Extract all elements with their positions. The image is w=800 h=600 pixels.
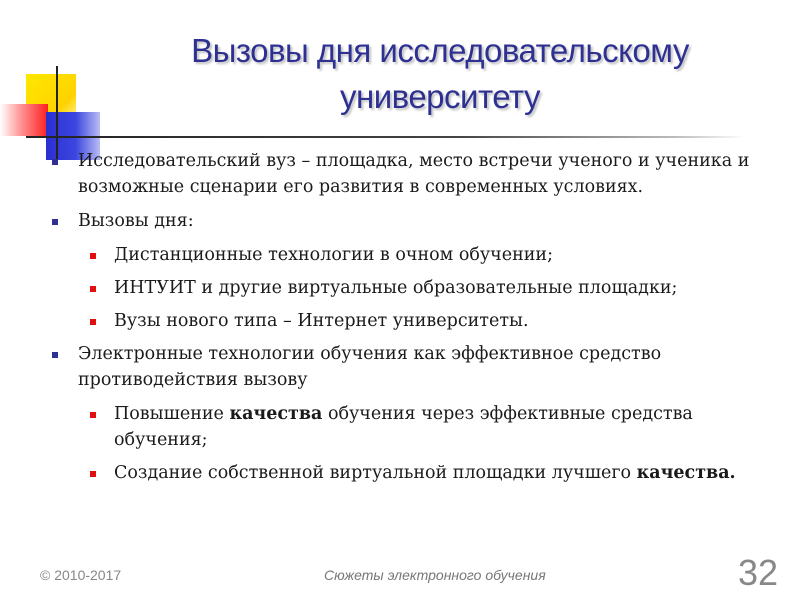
emphasis-quality: качества. [636, 463, 736, 483]
red-square-bullet-icon [90, 412, 96, 418]
footer-copyright: © 2010-2017 [40, 567, 122, 583]
red-square-bullet-icon [90, 253, 96, 259]
bullet-item [50, 148, 750, 200]
square-bullet-icon [52, 219, 58, 225]
red-square-bullet-icon [90, 471, 96, 477]
sub-bullet-item [50, 460, 750, 486]
sub-bullet-item [50, 242, 750, 268]
red-square-bullet-icon [90, 319, 96, 325]
red-square-bullet-icon [90, 286, 96, 292]
square-bullet-icon [52, 159, 58, 165]
sub-bullet-text-start: Создание собственной виртуальной площадки лучшего [114, 463, 637, 483]
slide-title: Вызовы дня исследовательскому университету [191, 32, 689, 115]
sub-bullet-text: Вузы нового типа – Интернет университеты. [114, 311, 529, 331]
bullet-text: Исследовательский вуз – площадка, место встречи ученого и ученика и возможные сценарии его развития в современных условиях. [78, 151, 750, 197]
footer-caption: Сюжеты электронного обучения [324, 567, 546, 583]
sub-bullet-text: ИНТУИТ и другие виртуальные образовательные площадки; [114, 278, 678, 298]
sub-bullet-text: Дистанционные технологии в очном обучении; [114, 245, 553, 265]
bullet-item [50, 341, 750, 393]
emphasis-quality: качества [229, 404, 323, 424]
bullet-text: Электронные технологии обучения как эффективное средство противодействия вызову [78, 344, 662, 390]
vertical-rule [56, 66, 58, 160]
square-bullet-icon [52, 352, 58, 358]
sub-bullet-text-start: Повышение [114, 404, 230, 424]
page-number: 32 [738, 552, 779, 593]
sub-bullet-item [50, 275, 750, 301]
sub-bullet-item [50, 401, 750, 453]
bullet-text: Вызовы дня: [78, 211, 194, 231]
bullet-item [50, 208, 750, 234]
sub-bullet-item [50, 308, 750, 334]
title-underline [26, 136, 746, 138]
sub-bullet-text-end: обучения через эффективные средства обучения; [114, 404, 693, 450]
slide-content [50, 148, 750, 493]
red-square-decoration [0, 104, 48, 136]
